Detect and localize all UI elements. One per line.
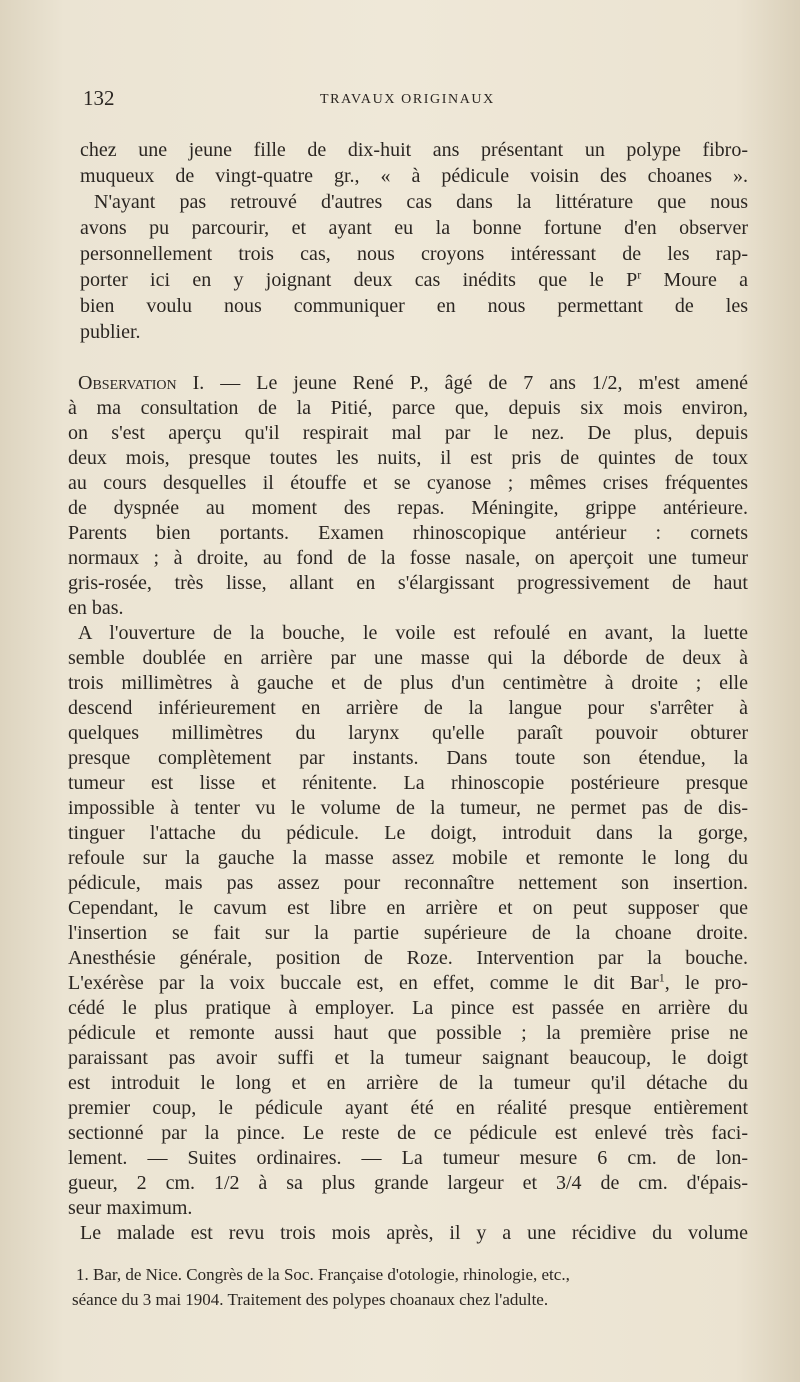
text-line: N'ayant pas retrouvé d'autres cas dans la littérature que nous	[94, 191, 748, 213]
text-line: refoule sur la gauche la masse assez mobile et remonte le long du	[68, 847, 748, 869]
text-line: gueur, 2 cm. 1/2 à sa plus grande largeur et 3/4 de cm. d'épais-	[68, 1172, 748, 1194]
text-fragment: porter ici en y joignant deux cas inédits que le P	[80, 269, 638, 291]
text-line: trois millimètres à gauche et de plus d'un centimètre à droite ; elle	[68, 672, 748, 694]
page-header	[83, 86, 733, 116]
text-line: impossible à tenter vu le volume de la tumeur, ne permet pas de dis-	[68, 797, 748, 819]
page-number: 132	[83, 86, 115, 110]
text-line: descend inférieurement en arrière de la langue pour s'arrêter à	[68, 697, 748, 719]
text-line: au cours desquelles il étouffe et se cyanose ; mêmes crises fréquentes	[68, 472, 748, 494]
text-line: personnellement trois cas, nous croyons intéressant de les rap-	[80, 243, 748, 265]
footnote-line: 1. Bar, de Nice. Congrès de la Soc. Française d'otologie, rhinologie, etc.,	[76, 1265, 570, 1284]
text-line: Parents bien portants. Examen rhinoscopique antérieur : cornets	[68, 522, 748, 544]
text-line: A l'ouverture de la bouche, le voile est refoulé en avant, la luette	[78, 622, 748, 644]
text-line: de dyspnée au moment des repas. Méningite, grippe antérieure.	[68, 497, 748, 519]
superscript: r	[637, 267, 642, 282]
text-fragment: Moure a	[641, 269, 748, 291]
text-line: publier.	[80, 321, 141, 343]
text-line: Cependant, le cavum est libre en arrière et on peut supposer que	[68, 897, 748, 919]
text-line: en bas.	[68, 597, 124, 619]
text-line: Anesthésie générale, position de Roze. Intervention par la bouche.	[68, 947, 748, 969]
text-line: muqueux de vingt-quatre gr., « à pédicule voisin des choanes ».	[80, 165, 748, 187]
text-line: tinguer l'attache du pédicule. Le doigt, introduit dans la gorge,	[68, 822, 748, 844]
text-line: avons pu parcourir, et ayant eu la bonne fortune d'en observer	[80, 217, 748, 239]
text-line: sectionné par la pince. Le reste de ce pédicule est enlevé très faci-	[68, 1122, 748, 1144]
running-title: TRAVAUX ORIGINAUX	[320, 92, 495, 107]
text-line: l'insertion se fait sur la partie supérieure de la choane droite.	[68, 922, 748, 944]
text-line: à ma consultation de la Pitié, parce que, depuis six mois environ,	[68, 397, 748, 419]
text-line: pédicule et remonte aussi haut que possible ; la première prise ne	[68, 1022, 748, 1044]
footnote-line: séance du 3 mai 1904. Traitement des polypes choanaux chez l'adulte.	[72, 1290, 549, 1309]
text-line: Le malade est revu trois mois après, il y a une récidive du volume	[80, 1222, 748, 1244]
text-line: gris-rosée, très lisse, allant en s'élargissant progressivement de haut	[68, 572, 748, 594]
observation-title: Observation I.	[78, 372, 205, 394]
text-line	[68, 370, 748, 396]
text-line: cédé le plus pratique à employer. La pince est passée en arrière du	[68, 997, 748, 1019]
text-line: paraissant pas avoir suffi et la tumeur saignant beaucoup, le doigt	[68, 1047, 748, 1069]
text-line: quelques millimètres du larynx qu'elle paraît pouvoir obturer	[68, 722, 748, 744]
text-line: lement. — Suites ordinaires. — La tumeur mesure 6 cm. de lon-	[68, 1147, 748, 1169]
text-line: bien voulu nous communiquer en nous permettant de les	[80, 295, 748, 317]
text-line: presque complètement par instants. Dans toute son étendue, la	[68, 747, 748, 769]
footnote-marker: 1	[658, 970, 665, 985]
text-line: normaux ; à droite, au fond de la fosse nasale, on aperçoit une tumeur	[68, 547, 748, 569]
text-fragment: — Le jeune René P., âgé de 7 ans 1/2, m'est amené	[204, 372, 748, 394]
text-line: est introduit le long et en arrière de la tumeur qu'il détache du	[68, 1072, 748, 1094]
text-line: semble doublée en arrière par une masse qui la déborde de deux à	[68, 647, 748, 669]
text-fragment: L'exérèse par la voix buccale est, en effet, comme le dit Bar	[68, 972, 659, 994]
text-fragment: , le pro-	[664, 972, 748, 994]
text-line: premier coup, le pédicule ayant été en réalité presque entièrement	[68, 1097, 748, 1119]
text-line	[80, 267, 748, 293]
text-line: tumeur est lisse et rénitente. La rhinoscopie postérieure presque	[68, 772, 748, 794]
text-line: on s'est aperçu qu'il respirait mal par le nez. De plus, depuis	[68, 422, 748, 444]
text-line: deux mois, presque toutes les nuits, il est pris de quintes de toux	[68, 447, 748, 469]
text-line	[68, 970, 748, 996]
text-line: chez une jeune fille de dix-huit ans présentant un polype fibro-	[80, 139, 748, 161]
text-line: seur maximum.	[68, 1197, 193, 1219]
text-line: pédicule, mais pas assez pour reconnaître nettement son insertion.	[68, 872, 748, 894]
